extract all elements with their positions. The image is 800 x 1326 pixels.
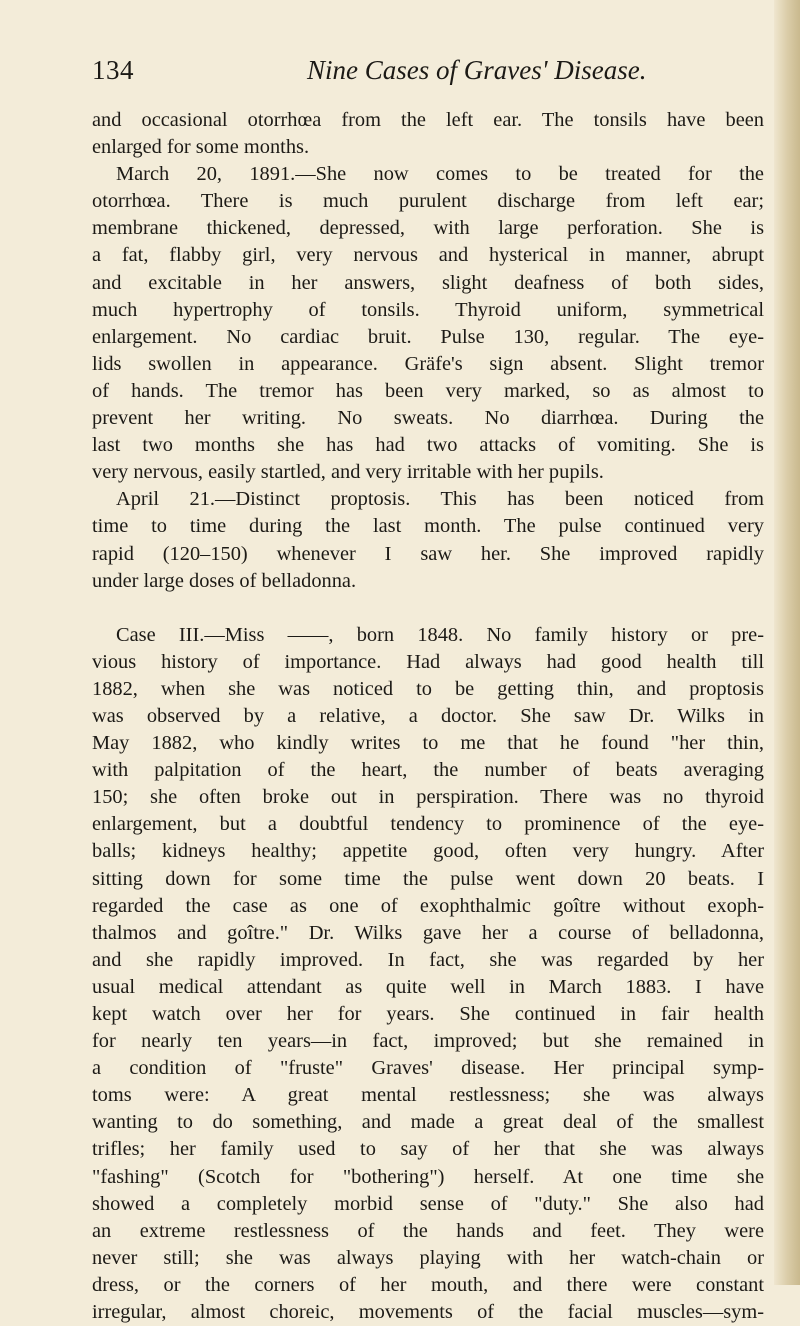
text-line: vious history of importance. Had always had good health till	[92, 650, 764, 673]
text-line: last two months she has had two attacks of vomiting. She is	[92, 434, 764, 457]
body-text	[92, 107, 764, 1326]
text-line: never still; she was always playing with her watch-chain or	[92, 1246, 764, 1269]
text-line: March 20, 1891.—She now comes to be treated for the	[116, 163, 764, 186]
text-line: regarded the case as one of exophthalmic goître without exoph-	[92, 894, 764, 917]
text-line: wanting to do something, and made a great deal of the smallest	[92, 1111, 764, 1134]
paragraph	[92, 486, 764, 594]
text-line: was observed by a relative, a doctor. She saw Dr. Wilks in	[92, 704, 764, 727]
text-line: an extreme restlessness of the hands and feet. They were	[92, 1219, 764, 1242]
text-line: very nervous, easily startled, and very irritable with her pupils.	[92, 461, 604, 484]
text-line: enlargement, but a doubtful tendency to prominence of the eye-	[92, 813, 764, 836]
text-line: otorrhœa. There is much purulent discharge from left ear;	[92, 190, 764, 213]
page-edge-shadow	[774, 0, 800, 1285]
text-line: 150; she often broke out in perspiration. There was no thyroid	[92, 786, 764, 809]
text-line: "fashing" (Scotch for "bothering") herself. At one time she	[92, 1165, 764, 1188]
text-line: irregular, almost choreic, movements of the facial muscles—sym-	[92, 1301, 764, 1324]
text-line: May 1882, who kindly writes to me that he found "her thin,	[92, 732, 764, 755]
running-title: Nine Cases of Graves' Disease.	[307, 55, 647, 85]
paragraph	[92, 161, 764, 486]
text-line: and she rapidly improved. In fact, she was regarded by her	[92, 948, 764, 971]
text-line: and excitable in her answers, slight deafness of both sides,	[92, 271, 764, 294]
text-line: balls; kidneys healthy; appetite good, often very hungry. After	[92, 840, 764, 863]
text-line: a condition of "fruste" Graves' disease. Her principal symp-	[92, 1057, 764, 1080]
text-line: rapid (120–150) whenever I saw her. She improved rapidly	[92, 542, 764, 565]
text-line: usual medical attendant as quite well in March 1883. I have	[92, 975, 764, 998]
text-line: time to time during the last month. The pulse continued very	[92, 515, 764, 538]
text-line: of hands. The tremor has been very marked, so as almost to	[92, 379, 764, 402]
text-line: and occasional otorrhœa from the left ear. The tonsils have been	[92, 109, 764, 131]
text-line: trifles; her family used to say of her that she was always	[92, 1138, 764, 1161]
text-line: dress, or the corners of her mouth, and there were constant	[92, 1273, 764, 1296]
text-line: enlarged for some months.	[92, 136, 310, 159]
text-line: a fat, flabby girl, very nervous and hysterical in manner, abrupt	[92, 244, 764, 267]
running-header	[92, 50, 764, 90]
text-line: sitting down for some time the pulse went down 20 beats. I	[92, 867, 764, 890]
text-line: kept watch over her for years. She continued in fair health	[92, 1003, 764, 1025]
text-line: toms were: A great mental restlessness; she was always	[92, 1084, 764, 1107]
text-line: 1882, when she was noticed to be getting thin, and proptosis	[92, 677, 764, 700]
text-line: Case III.—Miss ——, born 1848. No family history or pre-	[116, 623, 764, 646]
text-line: showed a completely morbid sense of "duty." She also had	[92, 1192, 764, 1215]
text-line: much hypertrophy of tonsils. Thyroid uniform, symmetrical	[92, 298, 764, 321]
text-line: lids swollen in appearance. Gräfe's sign absent. Slight tremor	[92, 352, 764, 375]
paragraph	[92, 107, 764, 161]
text-line: thalmos and goître." Dr. Wilks gave her a course of belladonna,	[92, 921, 764, 944]
text-line: membrane thickened, depressed, with large perforation. She is	[92, 217, 764, 240]
text-line: April 21.—Distinct proptosis. This has been noticed from	[116, 488, 764, 511]
page-number: 134	[92, 55, 134, 85]
text-line: prevent her writing. No sweats. No diarrhœa. During the	[92, 407, 764, 430]
text-line: for nearly ten years—in fact, improved; but she remained in	[92, 1030, 764, 1053]
text-line: under large doses of belladonna.	[92, 569, 357, 592]
text-line: with palpitation of the heart, the number of beats averaging	[92, 759, 764, 782]
paragraph	[92, 622, 764, 1326]
text-line: enlargement. No cardiac bruit. Pulse 130, regular. The eye-	[92, 325, 764, 348]
